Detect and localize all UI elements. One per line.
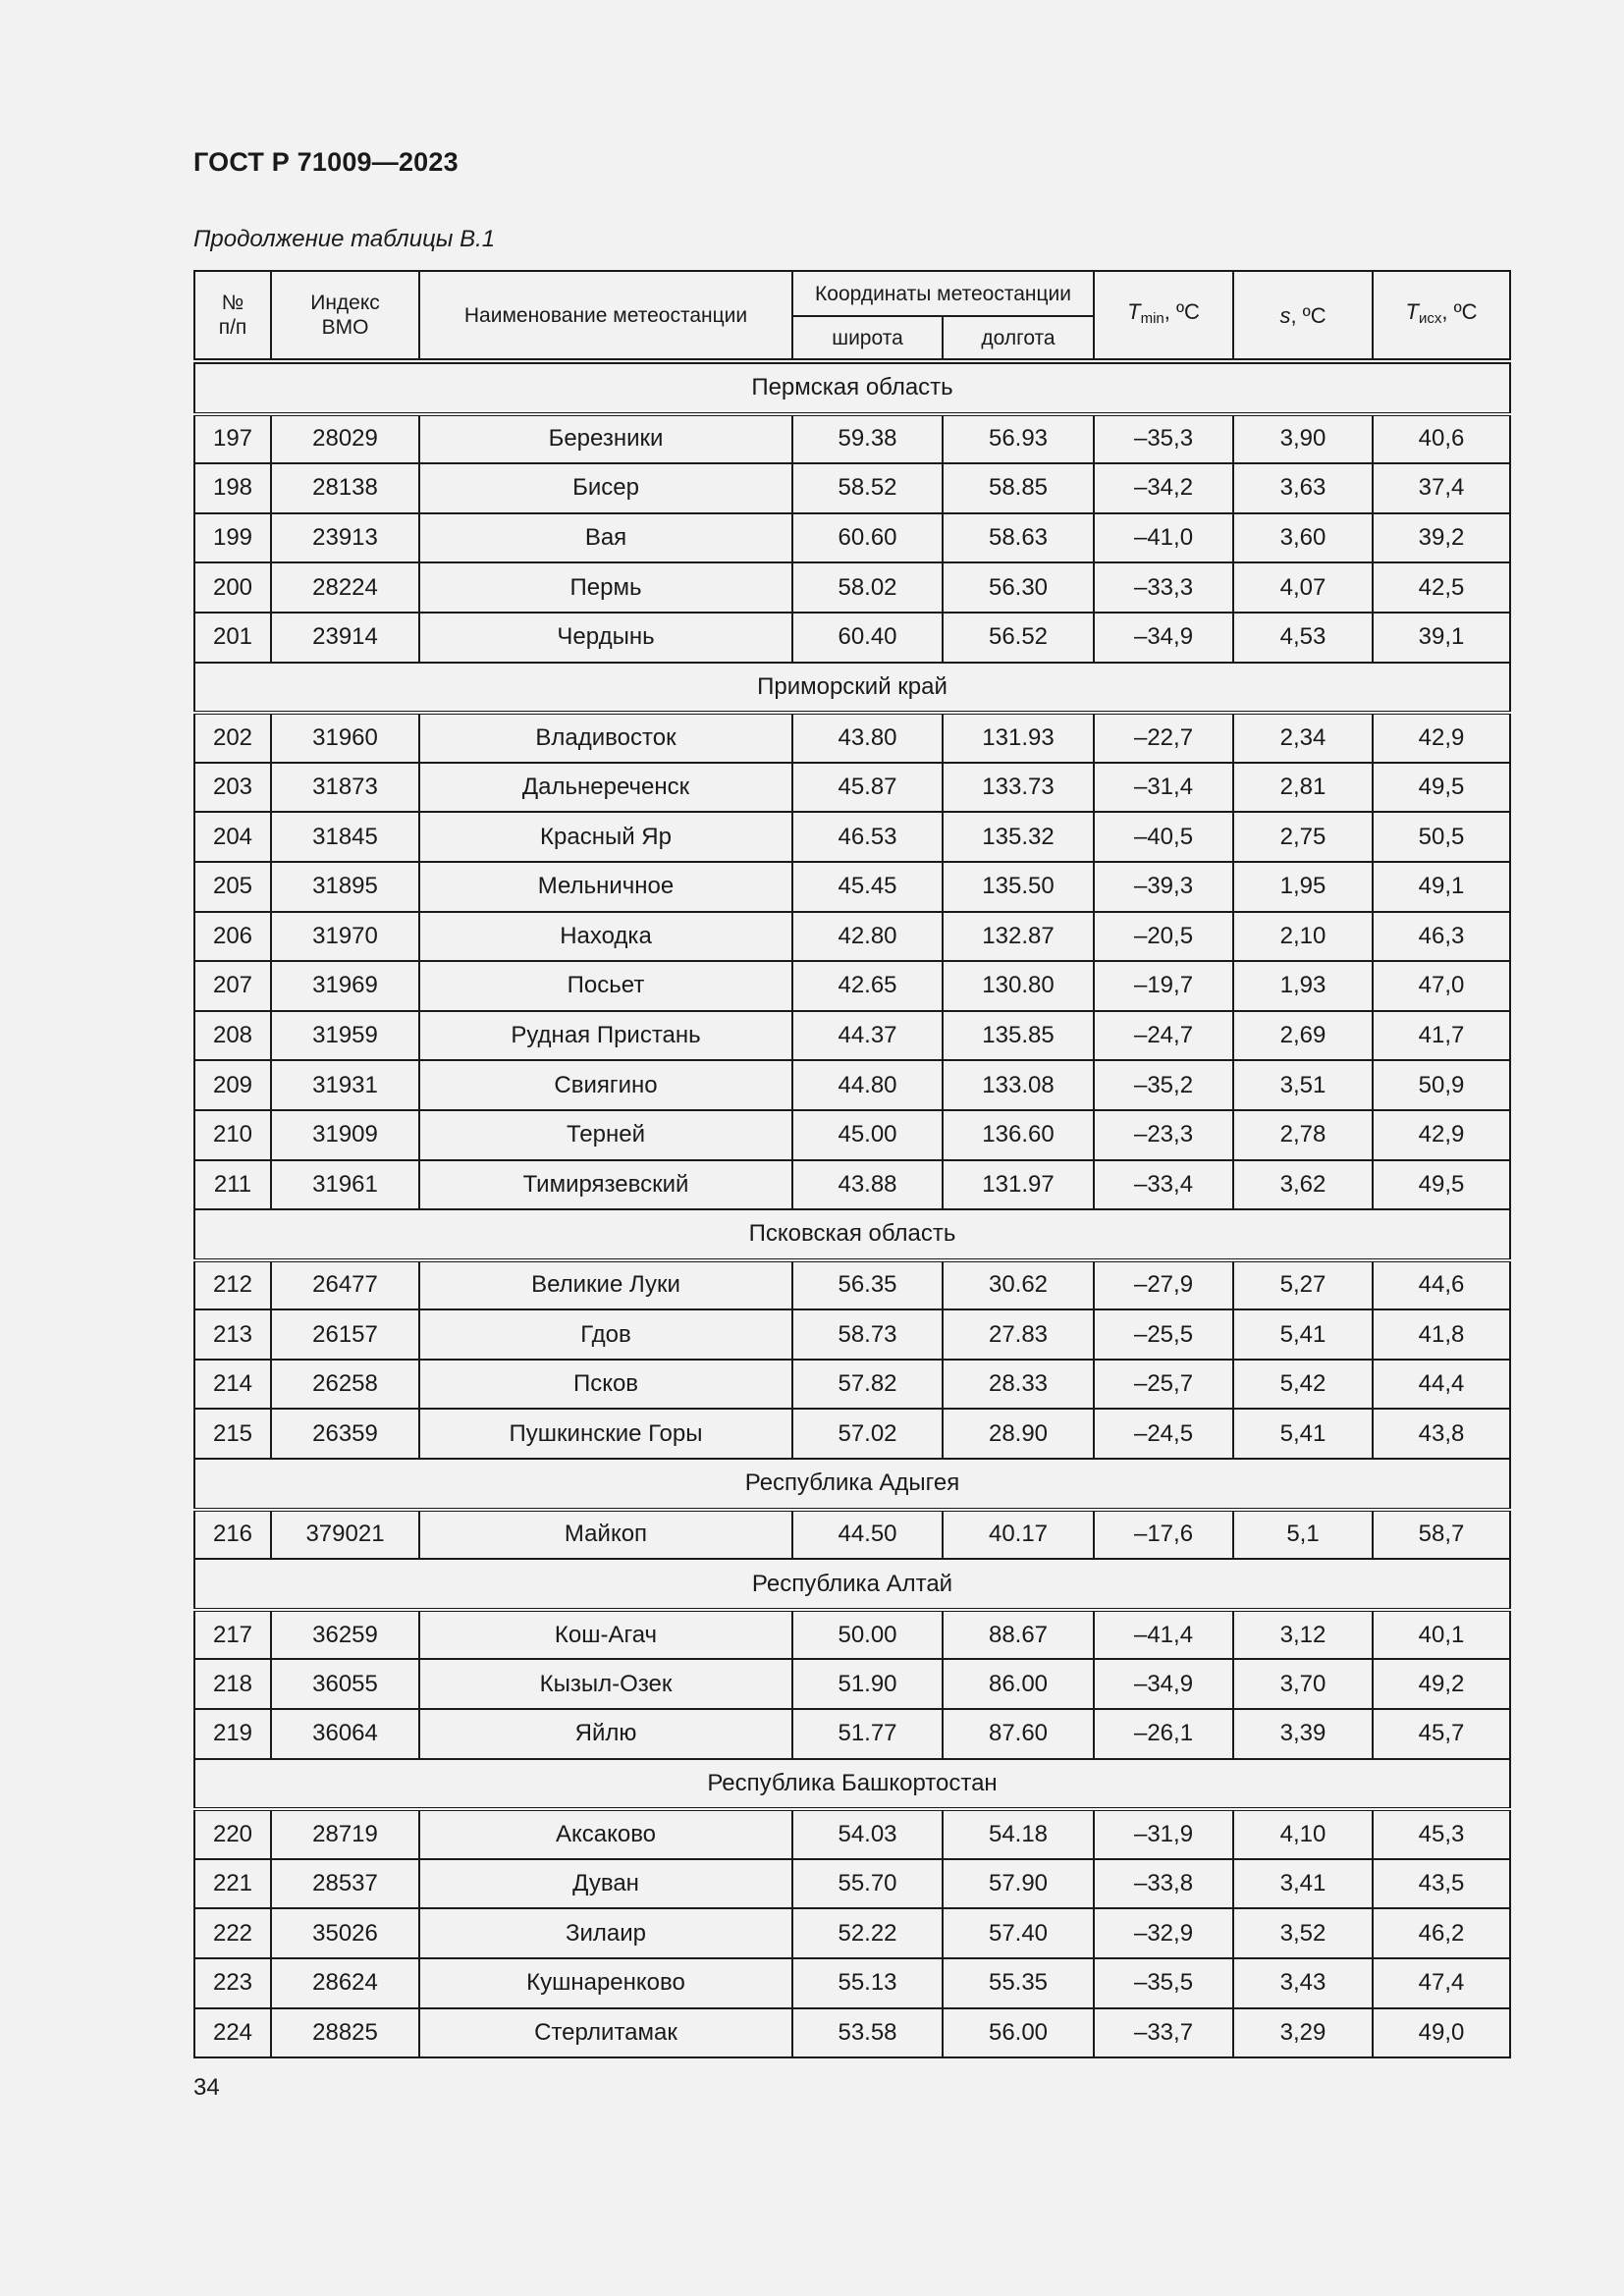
cell-tisx: 40,6 (1373, 414, 1510, 464)
cell-tisx: 39,2 (1373, 513, 1510, 563)
cell-num: 199 (194, 513, 271, 563)
tmin-unit: , ºС (1164, 299, 1200, 324)
cell-num: 203 (194, 763, 271, 813)
cell-tmin: –25,5 (1094, 1309, 1233, 1360)
cell-name: Кушнаренково (419, 1958, 792, 2008)
cell-tisx: 37,4 (1373, 463, 1510, 513)
cell-s: 4,53 (1233, 613, 1373, 663)
tisx-unit: , ºС (1441, 299, 1478, 324)
cell-lat: 45.00 (792, 1110, 943, 1160)
cell-lat: 57.02 (792, 1409, 943, 1459)
table-row (194, 1859, 1510, 1909)
cell-tisx: 42,9 (1373, 713, 1510, 763)
header-coords: Координаты метеостанции (792, 271, 1094, 316)
region-name: Псковская область (194, 1209, 1510, 1260)
table-row (194, 613, 1510, 663)
table-row (194, 1958, 1510, 2008)
region-row (194, 1559, 1510, 1610)
cell-name: Красный Яр (419, 812, 792, 862)
cell-name: Аксаково (419, 1809, 792, 1859)
cell-index: 28537 (271, 1859, 419, 1909)
cell-tisx: 49,2 (1373, 1659, 1510, 1709)
cell-num: 222 (194, 1908, 271, 1958)
cell-lon: 86.00 (943, 1659, 1094, 1709)
cell-lon: 40.17 (943, 1510, 1094, 1560)
cell-s: 3,62 (1233, 1160, 1373, 1210)
cell-num: 216 (194, 1510, 271, 1560)
cell-tisx: 49,1 (1373, 862, 1510, 912)
header-tmin (1094, 271, 1233, 361)
cell-tmin: –32,9 (1094, 1908, 1233, 1958)
cell-s: 4,07 (1233, 562, 1373, 613)
cell-index: 36055 (271, 1659, 419, 1709)
cell-tmin: –34,2 (1094, 463, 1233, 513)
cell-tmin: –41,0 (1094, 513, 1233, 563)
table-row (194, 1011, 1510, 1061)
table-row (194, 812, 1510, 862)
cell-lat: 52.22 (792, 1908, 943, 1958)
region-name: Республика Алтай (194, 1559, 1510, 1610)
header-s (1233, 271, 1373, 361)
cell-name: Псков (419, 1360, 792, 1410)
cell-lat: 44.37 (792, 1011, 943, 1061)
cell-name: Тимирязевский (419, 1160, 792, 1210)
cell-name: Посьет (419, 961, 792, 1011)
cell-num: 198 (194, 463, 271, 513)
cell-name: Стерлитамак (419, 2008, 792, 2058)
table-row (194, 1409, 1510, 1459)
cell-tisx: 47,0 (1373, 961, 1510, 1011)
cell-tmin: –41,4 (1094, 1610, 1233, 1660)
region-name: Республика Башкортостан (194, 1759, 1510, 1810)
cell-tisx: 41,7 (1373, 1011, 1510, 1061)
cell-lat: 43.80 (792, 713, 943, 763)
table-body (194, 361, 1510, 2057)
cell-num: 204 (194, 812, 271, 862)
cell-lat: 60.60 (792, 513, 943, 563)
cell-lon: 133.73 (943, 763, 1094, 813)
cell-index: 36064 (271, 1709, 419, 1759)
cell-num: 221 (194, 1859, 271, 1909)
cell-tmin: –34,9 (1094, 1659, 1233, 1709)
cell-s: 2,81 (1233, 763, 1373, 813)
cell-lat: 56.35 (792, 1260, 943, 1310)
region-row (194, 1209, 1510, 1260)
cell-index: 31895 (271, 862, 419, 912)
cell-num: 220 (194, 1809, 271, 1859)
cell-tmin: –24,5 (1094, 1409, 1233, 1459)
cell-index: 28624 (271, 1958, 419, 2008)
cell-lon: 133.08 (943, 1060, 1094, 1110)
cell-lon: 58.63 (943, 513, 1094, 563)
table-row (194, 1709, 1510, 1759)
cell-lon: 55.35 (943, 1958, 1094, 2008)
cell-lon: 88.67 (943, 1610, 1094, 1660)
cell-lon: 28.33 (943, 1360, 1094, 1410)
cell-num: 215 (194, 1409, 271, 1459)
cell-lat: 58.52 (792, 463, 943, 513)
cell-name: Гдов (419, 1309, 792, 1360)
cell-lat: 44.50 (792, 1510, 943, 1560)
cell-name: Майкоп (419, 1510, 792, 1560)
cell-num: 197 (194, 414, 271, 464)
cell-tisx: 49,5 (1373, 1160, 1510, 1210)
cell-index: 26359 (271, 1409, 419, 1459)
cell-name: Терней (419, 1110, 792, 1160)
cell-index: 36259 (271, 1610, 419, 1660)
page-number: 34 (193, 2074, 220, 2101)
cell-lat: 46.53 (792, 812, 943, 862)
cell-index: 31970 (271, 912, 419, 962)
cell-num: 210 (194, 1110, 271, 1160)
table-row (194, 961, 1510, 1011)
cell-name: Дуван (419, 1859, 792, 1909)
cell-tmin: –27,9 (1094, 1260, 1233, 1310)
cell-lon: 30.62 (943, 1260, 1094, 1310)
cell-tisx: 40,1 (1373, 1610, 1510, 1660)
cell-index: 35026 (271, 1908, 419, 1958)
cell-tmin: –25,7 (1094, 1360, 1233, 1410)
cell-tmin: –33,7 (1094, 2008, 1233, 2058)
cell-s: 5,42 (1233, 1360, 1373, 1410)
cell-s: 5,27 (1233, 1260, 1373, 1310)
table-row (194, 1908, 1510, 1958)
cell-s: 3,70 (1233, 1659, 1373, 1709)
cell-tisx: 45,7 (1373, 1709, 1510, 1759)
cell-s: 2,75 (1233, 812, 1373, 862)
document-title: ГОСТ Р 71009—2023 (193, 147, 459, 177)
cell-lat: 55.13 (792, 1958, 943, 2008)
cell-lon: 56.00 (943, 2008, 1094, 2058)
cell-index: 28719 (271, 1809, 419, 1859)
cell-name: Кызыл-Озек (419, 1659, 792, 1709)
cell-name: Пермь (419, 562, 792, 613)
cell-num: 214 (194, 1360, 271, 1410)
cell-s: 3,90 (1233, 414, 1373, 464)
header-name: Наименование метеостанции (419, 271, 792, 361)
cell-index: 28029 (271, 414, 419, 464)
cell-num: 209 (194, 1060, 271, 1110)
cell-tisx: 42,9 (1373, 1110, 1510, 1160)
cell-tisx: 44,6 (1373, 1260, 1510, 1310)
cell-tisx: 50,5 (1373, 812, 1510, 862)
table-row (194, 562, 1510, 613)
cell-tisx: 39,1 (1373, 613, 1510, 663)
cell-tmin: –35,2 (1094, 1060, 1233, 1110)
table-row (194, 1659, 1510, 1709)
cell-index: 26157 (271, 1309, 419, 1360)
cell-tisx: 44,4 (1373, 1360, 1510, 1410)
cell-lon: 135.50 (943, 862, 1094, 912)
table-row (194, 912, 1510, 962)
cell-lon: 131.97 (943, 1160, 1094, 1210)
cell-s: 1,93 (1233, 961, 1373, 1011)
cell-num: 206 (194, 912, 271, 962)
cell-index: 28224 (271, 562, 419, 613)
table-row (194, 1809, 1510, 1859)
header-index: Индекс ВМО (271, 271, 419, 361)
cell-num: 213 (194, 1309, 271, 1360)
cell-index: 31961 (271, 1160, 419, 1210)
cell-index: 28138 (271, 463, 419, 513)
cell-tisx: 46,3 (1373, 912, 1510, 962)
cell-tisx: 49,5 (1373, 763, 1510, 813)
cell-index: 26477 (271, 1260, 419, 1310)
cell-tmin: –34,9 (1094, 613, 1233, 663)
cell-lon: 58.85 (943, 463, 1094, 513)
cell-lat: 45.45 (792, 862, 943, 912)
cell-index: 23914 (271, 613, 419, 663)
cell-s: 3,12 (1233, 1610, 1373, 1660)
cell-index: 31959 (271, 1011, 419, 1061)
cell-s: 3,52 (1233, 1908, 1373, 1958)
cell-s: 2,34 (1233, 713, 1373, 763)
cell-lat: 43.88 (792, 1160, 943, 1210)
region-name: Пермская область (194, 361, 1510, 414)
cell-tisx: 43,5 (1373, 1859, 1510, 1909)
cell-index: 31873 (271, 763, 419, 813)
table-row (194, 463, 1510, 513)
cell-tmin: –26,1 (1094, 1709, 1233, 1759)
cell-lon: 56.30 (943, 562, 1094, 613)
cell-s: 2,10 (1233, 912, 1373, 962)
cell-name: Бисер (419, 463, 792, 513)
cell-s: 1,95 (1233, 862, 1373, 912)
cell-lat: 50.00 (792, 1610, 943, 1660)
cell-tmin: –24,7 (1094, 1011, 1233, 1061)
cell-num: 223 (194, 1958, 271, 2008)
cell-lon: 57.40 (943, 1908, 1094, 1958)
tmin-subscript: min (1140, 310, 1164, 327)
cell-tmin: –40,5 (1094, 812, 1233, 862)
cell-index: 26258 (271, 1360, 419, 1410)
table-row (194, 513, 1510, 563)
cell-name: Вая (419, 513, 792, 563)
header-lon: долгота (943, 316, 1094, 361)
cell-tmin: –22,7 (1094, 713, 1233, 763)
cell-tmin: –17,6 (1094, 1510, 1233, 1560)
region-name: Приморский край (194, 663, 1510, 714)
cell-s: 3,29 (1233, 2008, 1373, 2058)
cell-s: 5,41 (1233, 1409, 1373, 1459)
cell-s: 5,41 (1233, 1309, 1373, 1360)
cell-lon: 132.87 (943, 912, 1094, 962)
cell-lon: 135.32 (943, 812, 1094, 862)
cell-tisx: 50,9 (1373, 1060, 1510, 1110)
cell-lon: 131.93 (943, 713, 1094, 763)
table-row (194, 414, 1510, 464)
cell-index: 379021 (271, 1510, 419, 1560)
cell-lon: 87.60 (943, 1709, 1094, 1759)
cell-lat: 42.65 (792, 961, 943, 1011)
cell-tisx: 43,8 (1373, 1409, 1510, 1459)
cell-tmin: –33,4 (1094, 1160, 1233, 1210)
table-row (194, 1510, 1510, 1560)
cell-tisx: 41,8 (1373, 1309, 1510, 1360)
cell-num: 218 (194, 1659, 271, 1709)
cell-num: 201 (194, 613, 271, 663)
cell-tmin: –35,5 (1094, 1958, 1233, 2008)
cell-index: 31960 (271, 713, 419, 763)
cell-tmin: –31,4 (1094, 763, 1233, 813)
cell-index: 31931 (271, 1060, 419, 1110)
cell-name: Рудная Пристань (419, 1011, 792, 1061)
cell-num: 208 (194, 1011, 271, 1061)
cell-num: 207 (194, 961, 271, 1011)
table-row (194, 1610, 1510, 1660)
cell-s: 3,39 (1233, 1709, 1373, 1759)
cell-name: Владивосток (419, 713, 792, 763)
cell-s: 3,60 (1233, 513, 1373, 563)
table-row (194, 862, 1510, 912)
cell-name: Березники (419, 414, 792, 464)
cell-s: 3,43 (1233, 1958, 1373, 2008)
cell-index: 31909 (271, 1110, 419, 1160)
cell-tmin: –31,9 (1094, 1809, 1233, 1859)
table-row (194, 713, 1510, 763)
region-row (194, 1759, 1510, 1810)
cell-num: 202 (194, 713, 271, 763)
cell-lon: 27.83 (943, 1309, 1094, 1360)
cell-tisx: 42,5 (1373, 562, 1510, 613)
cell-lat: 44.80 (792, 1060, 943, 1110)
cell-name: Пушкинские Горы (419, 1409, 792, 1459)
table-caption: Продолжение таблицы В.1 (193, 226, 496, 252)
cell-s: 4,10 (1233, 1809, 1373, 1859)
cell-name: Дальнереченск (419, 763, 792, 813)
region-row (194, 361, 1510, 414)
tisx-subscript: исх (1418, 310, 1442, 327)
table-row (194, 1360, 1510, 1410)
cell-num: 212 (194, 1260, 271, 1310)
cell-lon: 135.85 (943, 1011, 1094, 1061)
cell-tmin: –20,5 (1094, 912, 1233, 962)
cell-tmin: –33,3 (1094, 562, 1233, 613)
s-symbol: s (1279, 302, 1291, 328)
cell-num: 211 (194, 1160, 271, 1210)
cell-lon: 56.52 (943, 613, 1094, 663)
cell-lon: 54.18 (943, 1809, 1094, 1859)
table-row (194, 763, 1510, 813)
cell-tisx: 45,3 (1373, 1809, 1510, 1859)
header-tisx (1373, 271, 1510, 361)
cell-lat: 42.80 (792, 912, 943, 962)
cell-lat: 58.02 (792, 562, 943, 613)
cell-lat: 57.82 (792, 1360, 943, 1410)
table-row (194, 1160, 1510, 1210)
cell-tisx: 46,2 (1373, 1908, 1510, 1958)
cell-lon: 28.90 (943, 1409, 1094, 1459)
cell-name: Свиягино (419, 1060, 792, 1110)
cell-lon: 57.90 (943, 1859, 1094, 1909)
cell-num: 200 (194, 562, 271, 613)
cell-tmin: –35,3 (1094, 414, 1233, 464)
cell-name: Мельничное (419, 862, 792, 912)
cell-tmin: –19,7 (1094, 961, 1233, 1011)
cell-num: 224 (194, 2008, 271, 2058)
cell-s: 3,41 (1233, 1859, 1373, 1909)
stations-table (193, 270, 1511, 2058)
tisx-symbol: T (1405, 299, 1419, 324)
cell-name: Яйлю (419, 1709, 792, 1759)
region-row (194, 663, 1510, 714)
cell-s: 2,78 (1233, 1110, 1373, 1160)
cell-lat: 59.38 (792, 414, 943, 464)
cell-tisx: 49,0 (1373, 2008, 1510, 2058)
cell-lat: 60.40 (792, 613, 943, 663)
cell-tmin: –33,8 (1094, 1859, 1233, 1909)
cell-lat: 58.73 (792, 1309, 943, 1360)
cell-name: Находка (419, 912, 792, 962)
cell-lon: 136.60 (943, 1110, 1094, 1160)
cell-index: 23913 (271, 513, 419, 563)
cell-tisx: 47,4 (1373, 1958, 1510, 2008)
table-row (194, 1309, 1510, 1360)
cell-lat: 45.87 (792, 763, 943, 813)
table-row (194, 2008, 1510, 2058)
table-row (194, 1060, 1510, 1110)
header-num: № п/п (194, 271, 271, 361)
cell-tmin: –23,3 (1094, 1110, 1233, 1160)
cell-name: Великие Луки (419, 1260, 792, 1310)
cell-lat: 51.77 (792, 1709, 943, 1759)
s-unit: , ºС (1290, 302, 1326, 328)
cell-name: Кош-Агач (419, 1610, 792, 1660)
cell-num: 217 (194, 1610, 271, 1660)
cell-num: 219 (194, 1709, 271, 1759)
cell-s: 3,63 (1233, 463, 1373, 513)
cell-index: 28825 (271, 2008, 419, 2058)
cell-s: 3,51 (1233, 1060, 1373, 1110)
table-row (194, 1110, 1510, 1160)
cell-index: 31845 (271, 812, 419, 862)
cell-lon: 130.80 (943, 961, 1094, 1011)
cell-lat: 51.90 (792, 1659, 943, 1709)
cell-lat: 54.03 (792, 1809, 943, 1859)
cell-index: 31969 (271, 961, 419, 1011)
header-lat: широта (792, 316, 943, 361)
region-row (194, 1459, 1510, 1510)
cell-name: Зилаир (419, 1908, 792, 1958)
cell-lat: 55.70 (792, 1859, 943, 1909)
cell-tmin: –39,3 (1094, 862, 1233, 912)
cell-name: Чердынь (419, 613, 792, 663)
cell-num: 205 (194, 862, 271, 912)
cell-lat: 53.58 (792, 2008, 943, 2058)
table-header (194, 271, 1510, 361)
cell-tisx: 58,7 (1373, 1510, 1510, 1560)
table-row (194, 1260, 1510, 1310)
cell-lon: 56.93 (943, 414, 1094, 464)
tmin-symbol: T (1127, 299, 1141, 324)
region-name: Республика Адыгея (194, 1459, 1510, 1510)
cell-s: 5,1 (1233, 1510, 1373, 1560)
cell-s: 2,69 (1233, 1011, 1373, 1061)
